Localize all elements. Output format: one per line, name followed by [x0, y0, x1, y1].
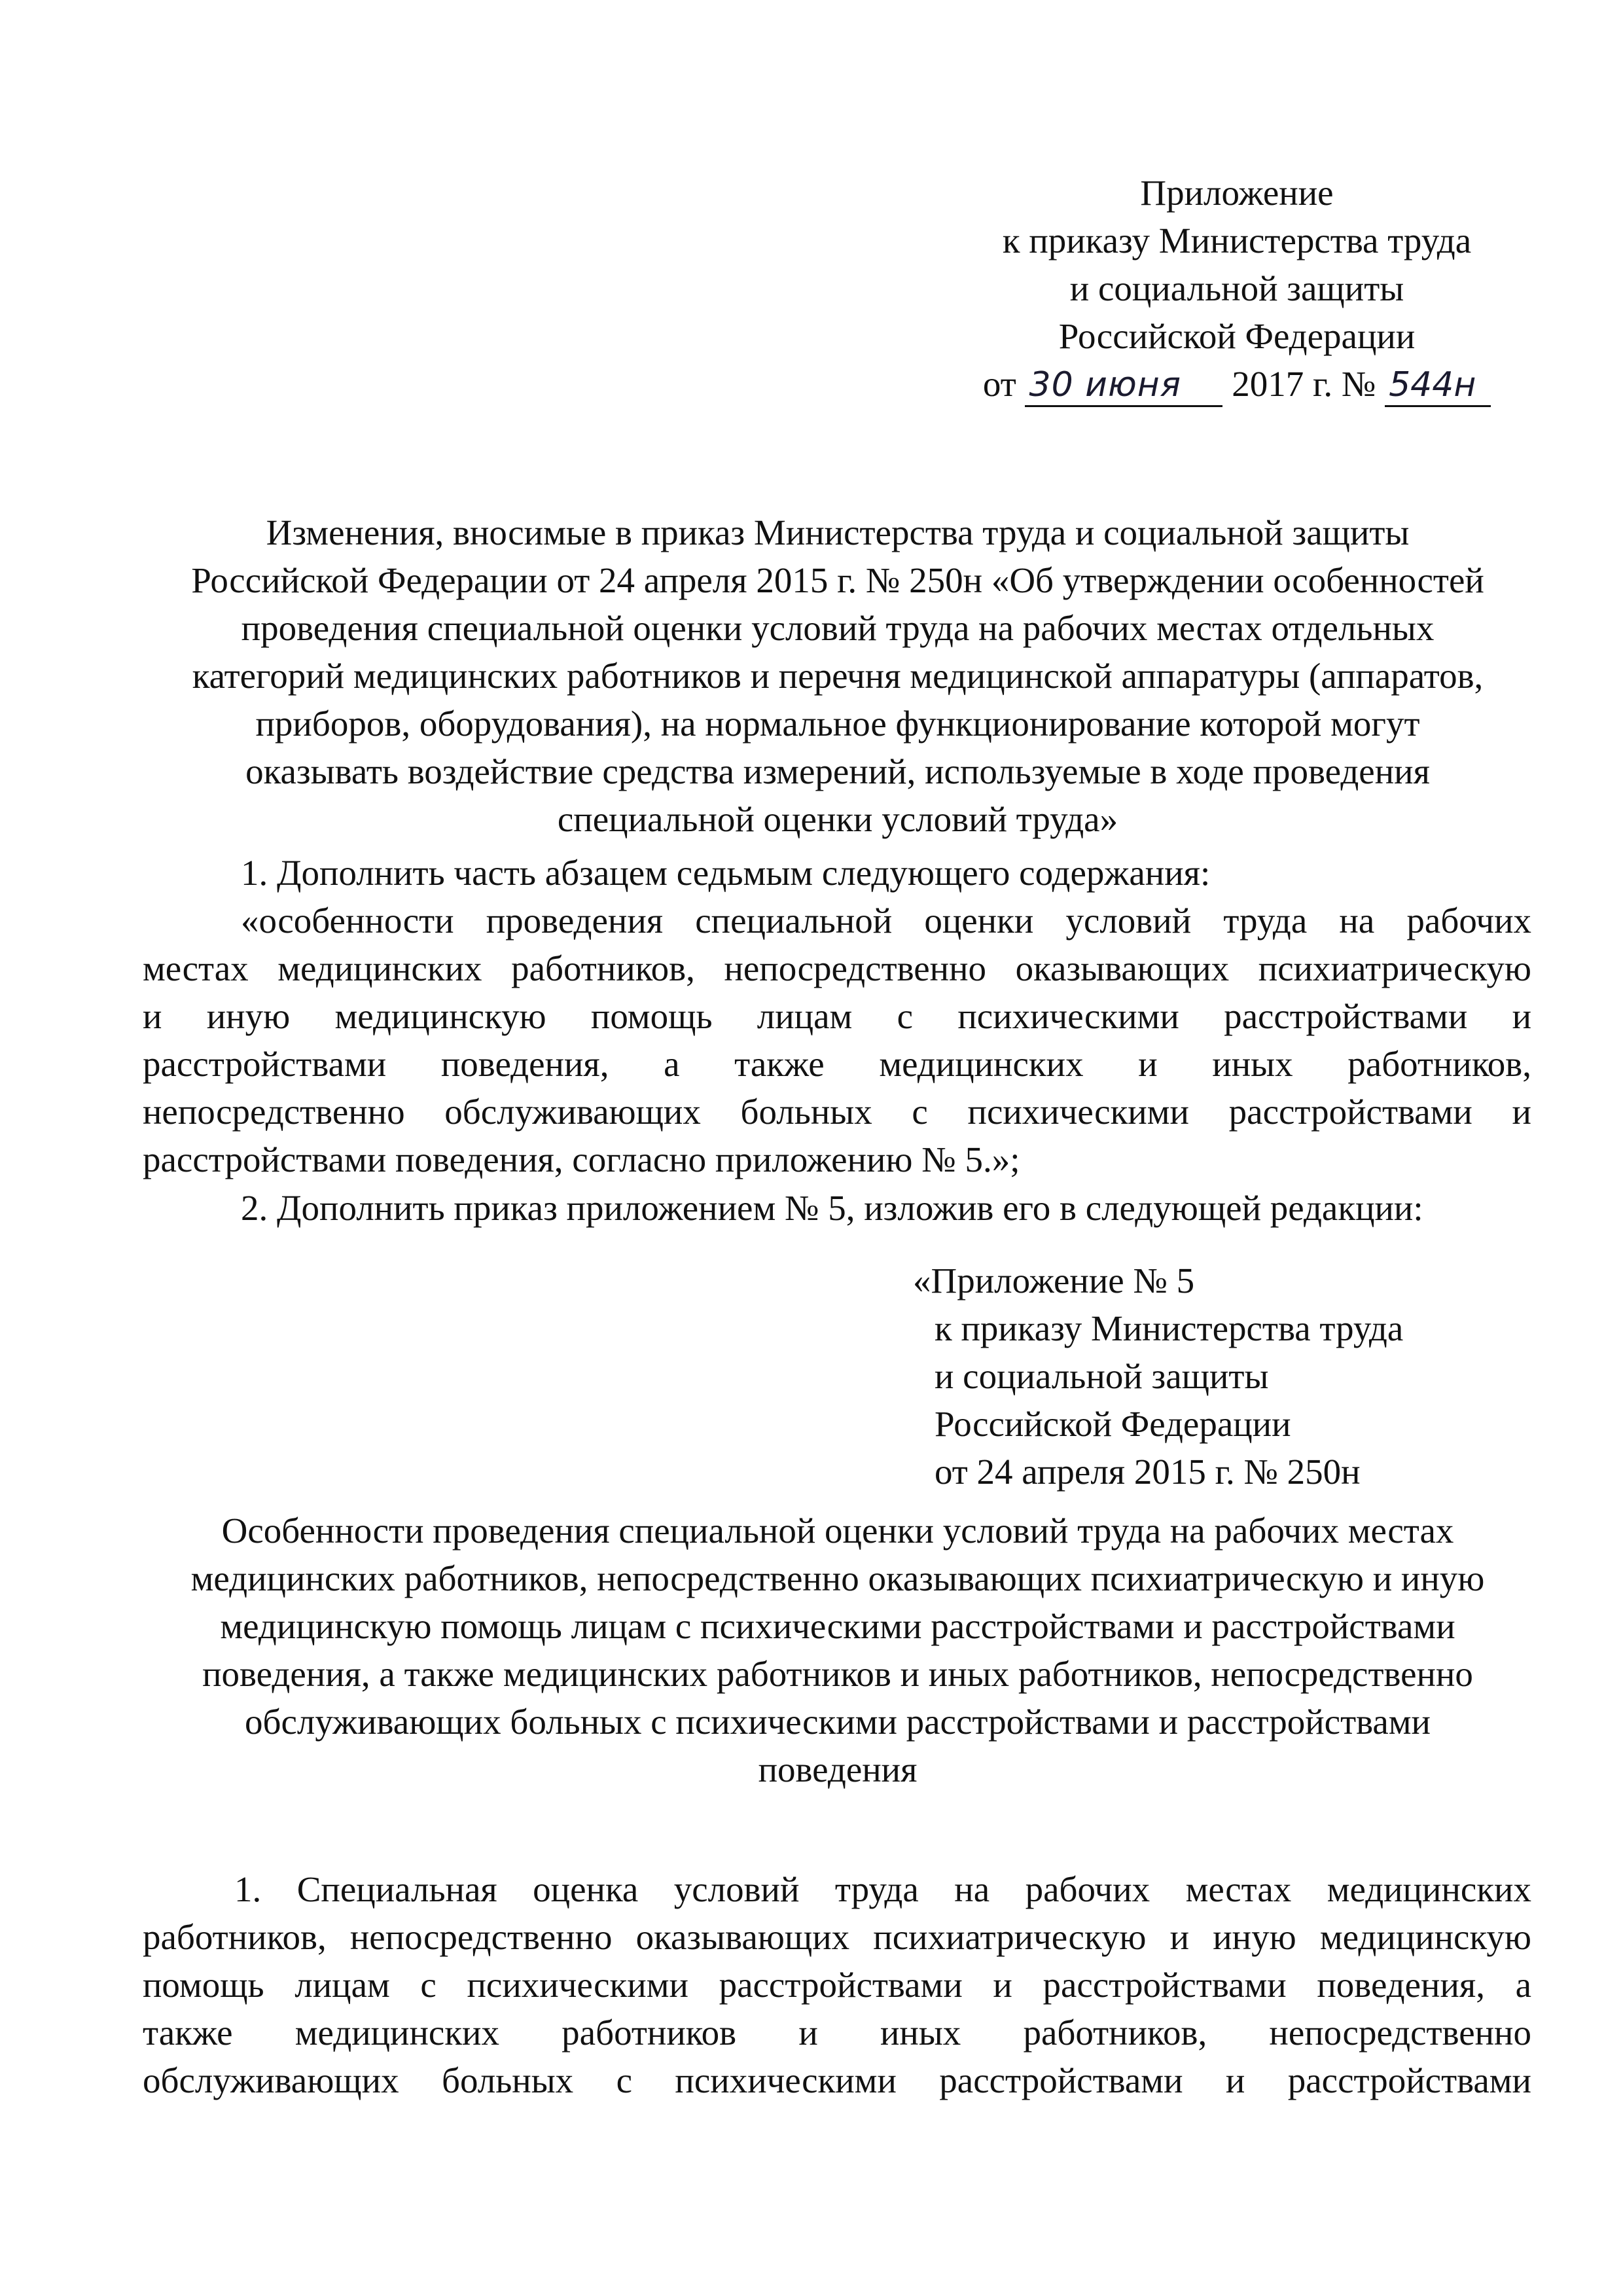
appendix-header-line: и социальной защиты [1069, 268, 1404, 308]
features-title-line: медицинских работников, непосредственно оказывающих психиатрическую и иную [190, 1558, 1485, 1598]
item-2-line: 2. Дополнить приказ приложением № 5, изложив его в следующей редакции: [241, 1188, 1423, 1228]
item-1-line: и иную медицинскую помощь лицам с психическими расстройствами и [143, 996, 1531, 1036]
section-1-line: обслуживающих больных с психическими расстройствами и расстройствами [143, 2060, 1531, 2100]
features-title-line: Особенности проведения специальной оценки условий труда на рабочих местах [221, 1511, 1454, 1551]
item-1-paragraph [143, 849, 1531, 1183]
changes-title-line: проведения специальной оценки условий труда на рабочих местах отдельных [241, 608, 1435, 648]
section-1-line: помощь лицам с психическими расстройствами и расстройствами поведения, а [143, 1965, 1531, 2005]
section-1-line: 1. Специальная оценка условий труда на рабочих местах медицинских [234, 1869, 1531, 1909]
item-1-line: местах медицинских работников, непосредственно оказывающих психиатрическую [143, 948, 1531, 988]
appendix-5-header [913, 1257, 1502, 1496]
item-1-line: «особенности проведения специальной оценки условий труда на рабочих [241, 901, 1531, 941]
features-title-line: поведения, а также медицинских работников и иных работников, непосредственно [202, 1654, 1473, 1694]
appendix-header-line: к приказу Министерства труда [1002, 221, 1472, 260]
item-1-line: расстройствами поведения, согласно приложению № 5.»; [143, 1139, 1020, 1179]
appendix-header [975, 169, 1499, 408]
section-1-paragraph [143, 1865, 1531, 2104]
item-1-line: непосредственно обслуживающих больных с психическими расстройствами и [143, 1092, 1531, 1132]
appendix-5-line: от 24 апреля 2015 г. № 250н [935, 1452, 1361, 1492]
appendix-5-line: к приказу Министерства труда [935, 1308, 1404, 1348]
features-title-line: медицинскую помощь лицам с психическими расстройствами и расстройствами [220, 1606, 1455, 1646]
appendix-header-line: Российской Федерации [1058, 316, 1416, 356]
appendix-5-line: «Приложение № 5 [913, 1261, 1195, 1300]
changes-title-line: Изменения, вносимые в приказ Министерства труда и социальной защиты [266, 512, 1410, 552]
features-title [137, 1507, 1538, 1793]
appendix-5-line: Российской Федерации [935, 1404, 1291, 1444]
features-title-line: обслуживающих больных с психическими расстройствами и расстройствами [245, 1702, 1431, 1742]
item-1-line: 1. Дополнить часть абзацем седьмым следующего содержания: [241, 853, 1211, 893]
changes-title-line: оказывать воздействие средства измерений, используемые в ходе проведения [245, 751, 1430, 791]
item-1-line: расстройствами поведения, а также медицинских и иных работников, [143, 1044, 1531, 1084]
section-1-line: работников, непосредственно оказывающих психиатрическую и иную медицинскую [143, 1917, 1531, 1957]
appendix-header-line: Приложение [1140, 173, 1334, 213]
section-1-line: также медицинских работников и иных работников, непосредственно [143, 2013, 1531, 2053]
appendix-5-line: и социальной защиты [935, 1356, 1269, 1396]
order-date-line [975, 360, 1499, 408]
item-2-paragraph [143, 1184, 1531, 1232]
changes-title-line: приборов, оборудования), на нормальное функционирование которой могут [255, 704, 1420, 744]
changes-title-line: категорий медицинских работников и перечня медицинской аппаратуры (аппаратов, [192, 656, 1484, 696]
changes-title [137, 509, 1538, 843]
changes-title-line: Российской Федерации от 24 апреля 2015 г. № 250н «Об утверждении особенностей [191, 560, 1484, 600]
handwritten-order-date: 30 июня [1025, 365, 1222, 407]
order-year: 2017 г. № [1232, 364, 1376, 404]
features-title-line: поведения [758, 1749, 918, 1789]
changes-title-line: специальной оценки условий труда» [557, 799, 1118, 839]
handwritten-order-number: 544н [1385, 365, 1491, 407]
order-prefix: от [982, 364, 1016, 404]
